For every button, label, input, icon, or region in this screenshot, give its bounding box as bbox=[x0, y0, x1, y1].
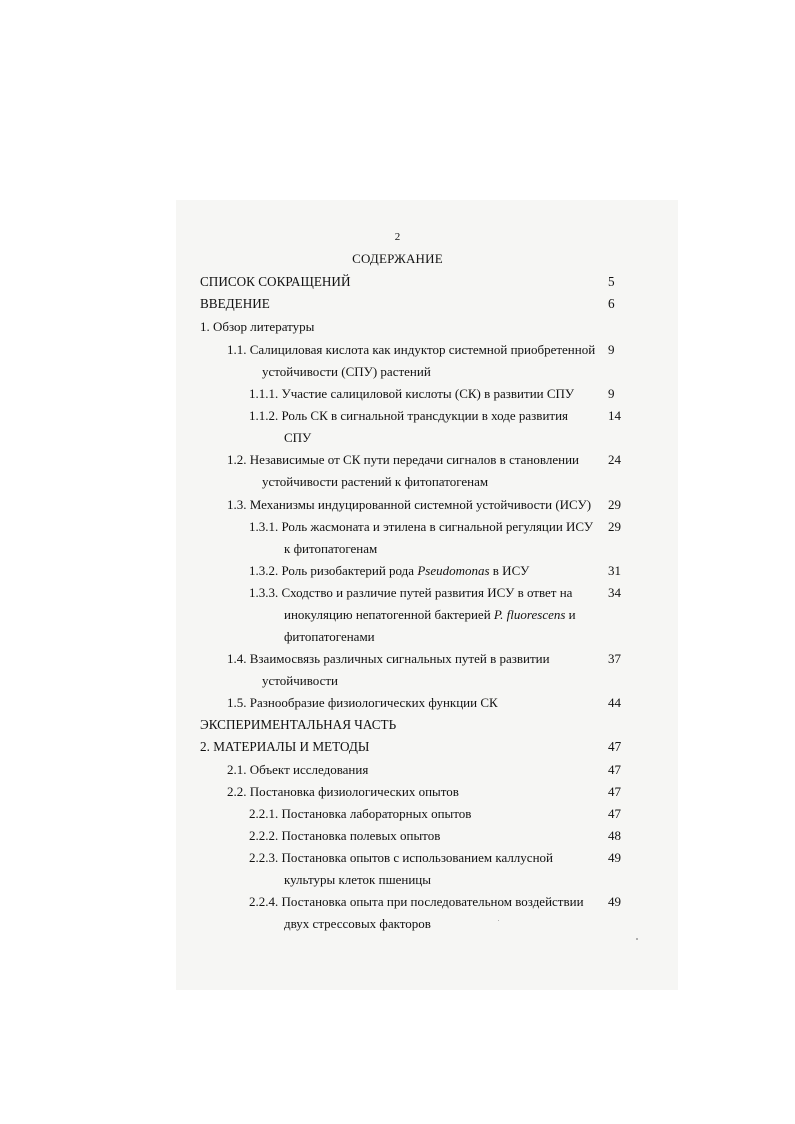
toc-entry-page: 6 bbox=[608, 296, 615, 311]
toc-entry-text: 2.2.2. Постановка полевых опытов bbox=[249, 828, 441, 843]
toc-entry-text: инокуляцию непатогенной бактерией P. fluorescens и bbox=[284, 607, 576, 622]
toc-title: СОДЕРЖАНИЕ bbox=[352, 251, 443, 266]
toc-entry-text: 2.2. Постановка физиологических опытов bbox=[227, 784, 459, 799]
toc-entry-page: 49 bbox=[608, 850, 621, 865]
toc-entry-page: 47 bbox=[608, 739, 622, 754]
toc-entry-page: 34 bbox=[608, 585, 621, 600]
toc-entry-page: 47 bbox=[608, 784, 621, 799]
toc-entry-text: культуры клеток пшеницы bbox=[284, 872, 431, 887]
toc-entry-page: 48 bbox=[608, 828, 621, 843]
toc-entry-text: 2.2.3. Постановка опытов с использованием каллусной bbox=[249, 850, 553, 865]
toc-entry-text: СПИСОК СОКРАЩЕНИЙ bbox=[200, 274, 351, 289]
toc-entry-page: 5 bbox=[608, 274, 615, 289]
toc-entry-text: двух стрессовых факторов bbox=[284, 916, 431, 931]
toc-entry-text: 1. Обзор литературы bbox=[200, 319, 315, 334]
genus-name: Pseudomonas bbox=[417, 563, 490, 578]
toc-entry-text: к фитопатогенам bbox=[284, 541, 378, 556]
toc-entry-page: 37 bbox=[608, 651, 621, 666]
toc-entry-text: 1.1. Салициловая кислота как индуктор системной приобретенной bbox=[227, 342, 596, 357]
toc-entry-text: 1.2. Независимые от СК пути передачи сигналов в становлении bbox=[227, 452, 580, 467]
toc-entry-text: СПУ bbox=[284, 430, 312, 445]
toc-entry-text: 1.5. Разнообразие физиологических функции СК bbox=[227, 695, 498, 710]
toc-entry-text: устойчивости (СПУ) растений bbox=[262, 364, 431, 379]
toc-entry-text: 2.1. Объект исследования bbox=[227, 762, 369, 777]
toc-entry-text: 1.3. Механизмы индуцированной системной устойчивости (ИСУ) bbox=[227, 497, 592, 512]
scan-speck bbox=[636, 938, 638, 940]
toc-entry-text: 1.1.2. Роль СК в сигнальной трансдукции в ходе развития bbox=[249, 408, 569, 423]
toc-entry-text: ЭКСПЕРИМЕНТАЛЬНАЯ ЧАСТЬ bbox=[200, 717, 397, 732]
toc-entry-text: устойчивости bbox=[262, 673, 339, 688]
toc-entry-page: 29 bbox=[608, 497, 621, 512]
toc-entry-text: устойчивости растений к фитопатогенам bbox=[262, 474, 489, 489]
toc-entry-text: 2.2.4. Постановка опыта при последовательном воздействии bbox=[249, 894, 584, 909]
toc-entry-page: 44 bbox=[608, 695, 621, 710]
toc-entry-text: 1.3.2. Роль ризобактерий рода Pseudomonas в ИСУ bbox=[249, 563, 530, 578]
toc-entry-text: 1.3.3. Сходство и различие путей развития ИСУ в ответ на bbox=[249, 585, 573, 600]
toc-entry-page: 29 bbox=[608, 519, 621, 534]
toc-entry-text: 2. МАТЕРИАЛЫ И МЕТОДЫ bbox=[200, 739, 370, 754]
page-number: 2 bbox=[394, 231, 401, 243]
toc-entry-text: 1.1.1. Участие салициловой кислоты (СК) в развитии СПУ bbox=[249, 386, 575, 401]
toc-entry-page: 49 bbox=[608, 894, 621, 909]
toc-entry-text: 2.2.1. Постановка лабораторных опытов bbox=[249, 806, 472, 821]
toc-entry-text: 1.4. Взаимосвязь различных сигнальных путей в развитии bbox=[227, 651, 550, 666]
scan-speck bbox=[498, 920, 499, 921]
species-name: P. fluorescens bbox=[493, 607, 566, 622]
toc-entry-page: 24 bbox=[608, 452, 621, 467]
toc-entry-page: 31 bbox=[608, 563, 621, 578]
toc-entry-page: 9 bbox=[608, 342, 615, 357]
toc-entry-page: 47 bbox=[608, 806, 621, 821]
toc-entry-page: 47 bbox=[608, 762, 621, 777]
toc-entry-page: 14 bbox=[608, 408, 621, 423]
toc-entry-text: 1.3.1. Роль жасмоната и этилена в сигнальной регуляции ИСУ bbox=[249, 519, 594, 534]
toc-entry-text: ВВЕДЕНИЕ bbox=[200, 296, 270, 311]
toc-entry-page: 9 bbox=[608, 386, 615, 401]
toc-entry-text: фитопатогенами bbox=[284, 629, 375, 644]
